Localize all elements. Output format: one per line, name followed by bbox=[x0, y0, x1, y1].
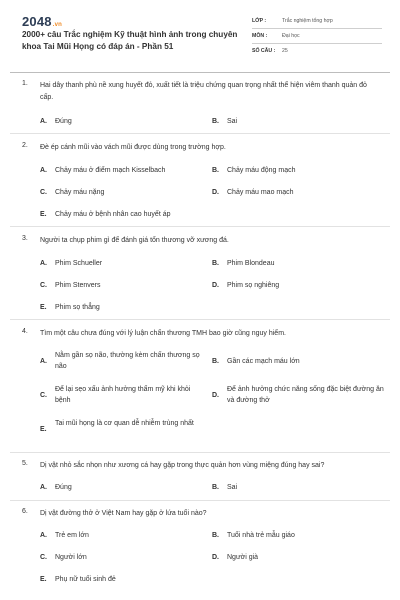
option-label: D. bbox=[212, 189, 219, 196]
option-text: Chảy máu động mạch bbox=[227, 167, 296, 174]
option-label: B. bbox=[212, 484, 219, 491]
question-divider bbox=[10, 452, 390, 453]
question-text: Dị vật đường thở ở Việt Nam hay gặp ở lứa tuổi nào? bbox=[40, 510, 207, 517]
option-label: A. bbox=[40, 260, 47, 267]
question-text: Đè ép cánh mũi vào vách mũi được dùng trong trường hợp. bbox=[40, 144, 226, 151]
option-text: Chảy máu ở bệnh nhân cao huyết áp bbox=[55, 211, 171, 218]
question-text: Hai dây thanh phù nề xung huyết đỏ, xuất tiết là triệu chứng quan trọng nhất thể hiện viêm thanh quản đỏ cấp. bbox=[40, 82, 367, 101]
option-label: D. bbox=[212, 554, 219, 561]
meta-row-subject bbox=[252, 29, 382, 44]
site-logo[interactable] bbox=[22, 14, 62, 29]
option-text: Phụ nữ tuổi sinh đẻ bbox=[55, 576, 116, 583]
option-text: Sai bbox=[227, 118, 238, 125]
option-text: Đúng bbox=[55, 484, 72, 491]
header-divider bbox=[10, 72, 390, 73]
option-text: Người già bbox=[227, 554, 259, 561]
meta-value: Đại học bbox=[282, 33, 300, 39]
option-text: Trẻ em lớn bbox=[55, 532, 89, 539]
option-text: Đúng bbox=[55, 118, 72, 125]
option-label: B. bbox=[212, 532, 219, 539]
option-text: Sai bbox=[227, 484, 238, 491]
meta-value: 25 bbox=[282, 48, 288, 54]
option-label: B. bbox=[212, 358, 219, 365]
option-text: Phim Blondeau bbox=[227, 260, 275, 267]
meta-label: MÔN : bbox=[252, 33, 268, 39]
option-label: E. bbox=[40, 211, 47, 218]
option-text: Người lớn bbox=[55, 554, 87, 561]
option-label: B. bbox=[212, 118, 219, 125]
option-label: B. bbox=[212, 167, 219, 174]
question-text: Tìm một câu chưa đúng với lý luận chẩn thương TMH bao giờ cũng nguy hiểm. bbox=[40, 330, 286, 337]
question-text: Người ta chụp phim gì để đánh giá tổn thương vỡ xương đá. bbox=[40, 237, 229, 244]
option-text: Gần các mạch máu lớn bbox=[227, 358, 300, 365]
option-text: Tai mũi họng là cơ quan dễ nhiễm trùng nhất bbox=[55, 420, 194, 427]
option-text: Để ảnh hưởng chức năng sống đặc biệt đường ăn và đường thở bbox=[227, 386, 384, 404]
option-label: A. bbox=[40, 118, 47, 125]
logo-tld: .vn bbox=[52, 22, 63, 28]
question-divider bbox=[10, 319, 390, 320]
meta-label: SỐ CÂU : bbox=[252, 48, 276, 54]
option-label: C. bbox=[40, 189, 47, 196]
option-label: E. bbox=[40, 576, 47, 583]
worksheet-title: 2000+ câu Trắc nghiệm Kỹ thuật hình ảnh trong chuyên khoa Tai Mũi Họng có đáp án - Phần 51 bbox=[22, 30, 238, 51]
meta-row-count bbox=[252, 44, 382, 58]
worksheet-meta bbox=[252, 14, 382, 58]
option-label: A. bbox=[40, 167, 47, 174]
question-number: 5. bbox=[22, 460, 28, 467]
question-number: 6. bbox=[22, 508, 28, 515]
option-label: D. bbox=[212, 392, 219, 399]
worksheet-header bbox=[0, 0, 400, 72]
option-label: C. bbox=[40, 282, 47, 289]
option-label: C. bbox=[40, 554, 47, 561]
option-text: Phim Schueller bbox=[55, 260, 103, 267]
question-number: 1. bbox=[22, 80, 28, 87]
option-text: Phim sọ nghiêng bbox=[227, 282, 280, 289]
option-label: A. bbox=[40, 532, 47, 539]
option-label: C. bbox=[40, 392, 47, 399]
meta-value: Trắc nghiệm tổng hợp bbox=[282, 18, 333, 24]
option-label: B. bbox=[212, 260, 219, 267]
option-text: Phim Stenvers bbox=[55, 282, 101, 289]
option-label: E. bbox=[40, 426, 47, 433]
option-label: D. bbox=[212, 282, 219, 289]
option-label: E. bbox=[40, 304, 47, 311]
option-label: A. bbox=[40, 358, 47, 365]
question-number: 4. bbox=[22, 328, 28, 335]
option-text: Tuổi nhà trẻ mẫu giáo bbox=[227, 532, 295, 539]
question-number: 3. bbox=[22, 235, 28, 242]
option-text: Phim sọ thẳng bbox=[55, 304, 100, 311]
option-text: Chảy máu ở điểm mạch Kisselbach bbox=[55, 167, 166, 174]
option-text: Chảy máu mao mạch bbox=[227, 189, 294, 196]
option-text: Để lại sẹo xấu ảnh hưởng thẩm mỹ khi khỏi bệnh bbox=[55, 386, 191, 404]
logo-main: 2048 bbox=[22, 14, 52, 29]
question-number: 2. bbox=[22, 142, 28, 149]
meta-row-class bbox=[252, 14, 382, 29]
question-divider bbox=[10, 226, 390, 227]
question-divider bbox=[10, 500, 390, 501]
option-label: A. bbox=[40, 484, 47, 491]
question-text: Dị vật nhỏ sắc nhọn như xương cá hay gặp trong thực quản hơn vùng miệng đúng hay sai? bbox=[40, 462, 325, 469]
option-text: Nằm gần sọ não, thường kèm chấn thương sọ não bbox=[55, 352, 200, 370]
meta-label: LỚP : bbox=[252, 18, 267, 24]
question-divider bbox=[10, 133, 390, 134]
option-text: Chảy máu nặng bbox=[55, 189, 105, 196]
